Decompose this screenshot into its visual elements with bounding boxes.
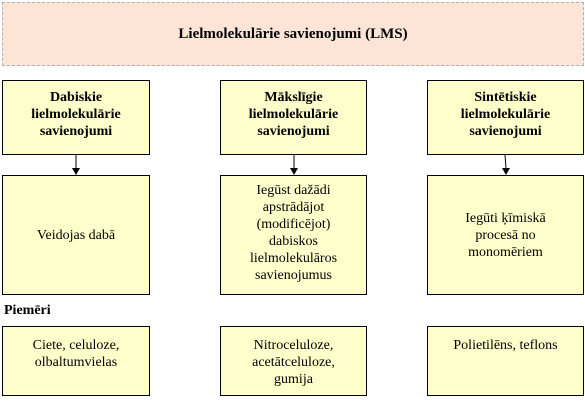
category-box-natural bbox=[2, 80, 150, 155]
category-box-artificial bbox=[220, 80, 367, 155]
description-box-artificial bbox=[220, 175, 367, 295]
examples-box-synthetic bbox=[427, 326, 584, 396]
examples-text-artificial: Nitroceluloze, acetātceluloze, gumija bbox=[252, 338, 335, 387]
description-text-synthetic: Iegūti ķīmiskā procesā no monomēriem bbox=[465, 210, 546, 260]
description-text-artificial: Iegūst dažādi apstrādājot (modificējot) dabiskos lielmolekulāros savienojumus bbox=[249, 183, 338, 283]
category-label-artificial: Mākslīgie lielmolekulārie savienojumi bbox=[248, 90, 339, 139]
main-title-box bbox=[2, 2, 584, 66]
examples-label: Piemēri bbox=[4, 303, 51, 318]
description-box-natural bbox=[2, 175, 150, 295]
category-box-synthetic bbox=[427, 80, 584, 155]
examples-box-artificial bbox=[220, 326, 367, 396]
description-box-synthetic bbox=[427, 175, 584, 295]
arrow-natural bbox=[72, 155, 80, 175]
examples-text-synthetic: Polietilēns, teflons bbox=[453, 338, 558, 353]
arrow-synthetic bbox=[502, 155, 510, 175]
description-text-natural: Veidojas dabā bbox=[36, 227, 116, 243]
examples-box-natural bbox=[2, 326, 150, 396]
main-title: Lielmolekulārie savienojumi (LMS) bbox=[178, 25, 408, 42]
examples-text-natural: Ciete, celuloze, olbaltumvielas bbox=[32, 338, 120, 370]
category-label-synthetic: Sintētiskie lielmolekulārie savienojumi bbox=[460, 90, 551, 139]
arrow-artificial bbox=[290, 155, 298, 175]
category-label-natural: Dabiskie lielmolekulārie savienojumi bbox=[31, 90, 121, 139]
